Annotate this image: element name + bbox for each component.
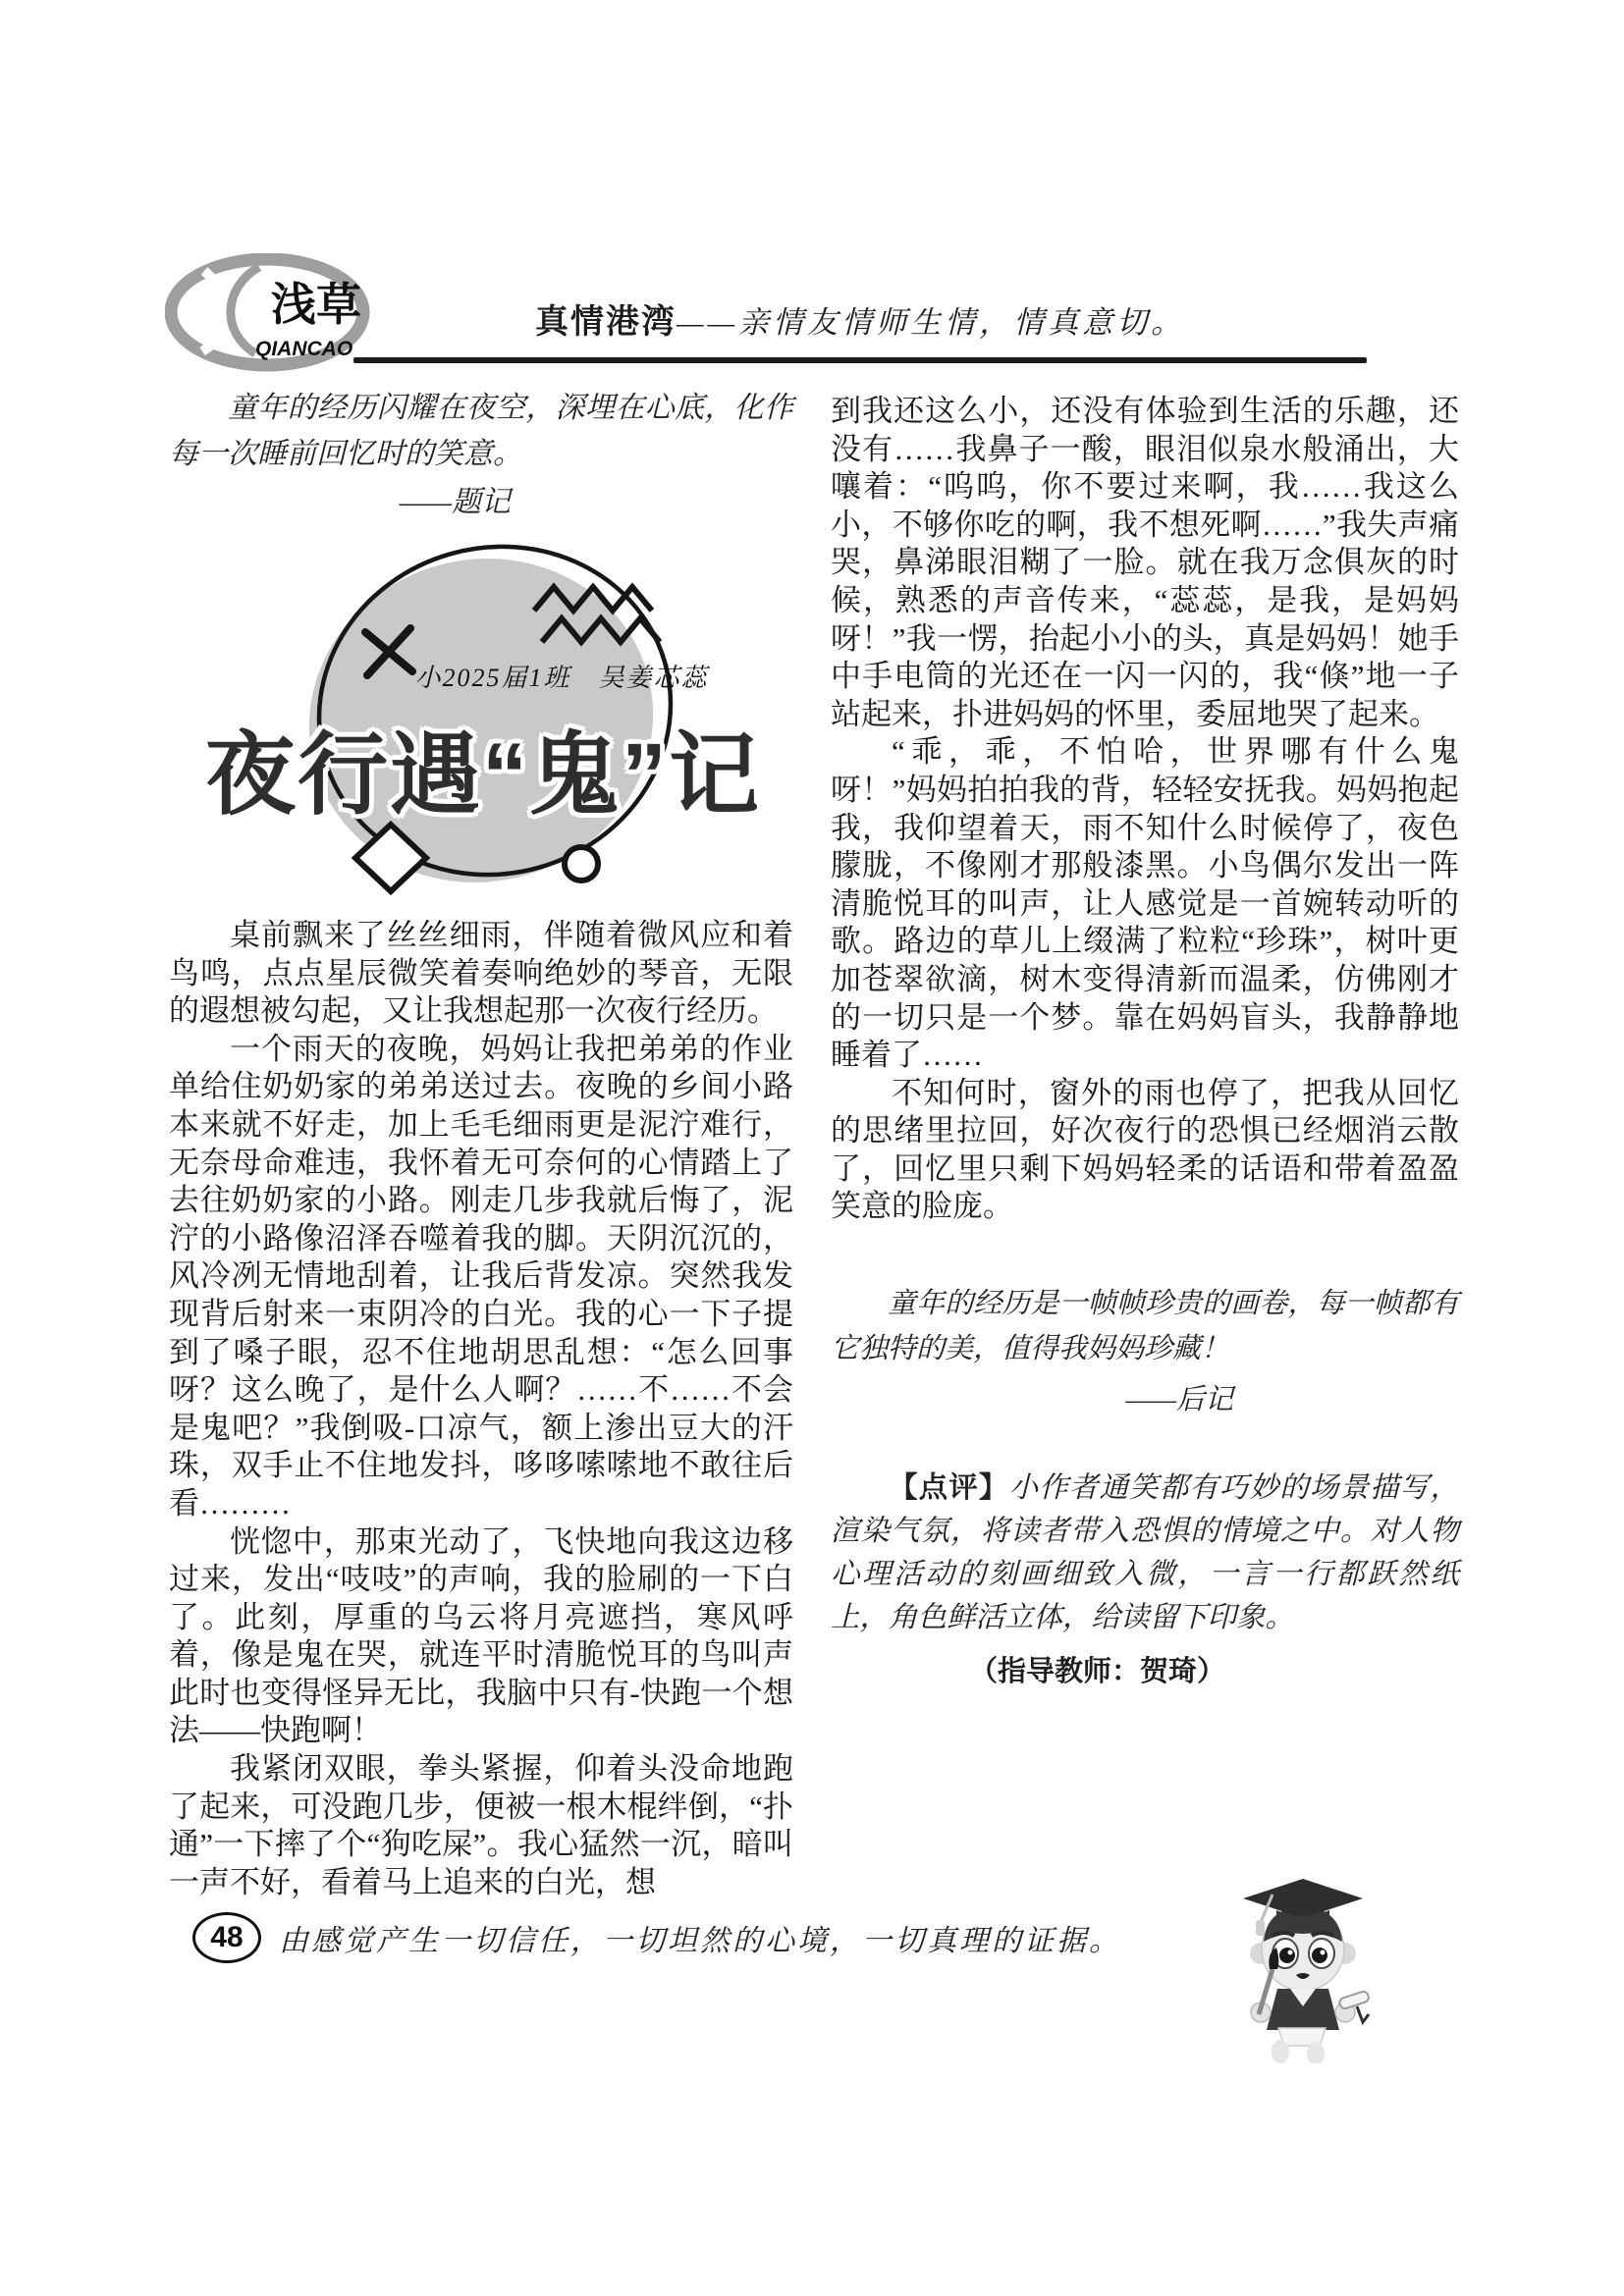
- article-title: 夜行遇“鬼”记: [204, 725, 761, 826]
- qiancao-logo: [165, 253, 393, 373]
- logo-swirl-icon: [165, 253, 393, 373]
- postscript-block: [831, 1281, 1459, 1417]
- mascot-icon: [1216, 1871, 1384, 2063]
- comment-body: 小作者通笑都有巧妙的场景描写，渲染气氛，将读者带入恐惧的情境之中。对人物心理活动的刻画细致入微，一言一行都跃然纸上，角色鲜活立体，给读留下印象。: [831, 1472, 1459, 1634]
- teacher-credit: （指导教师：贺琦）: [968, 1656, 1225, 1688]
- postscript-attribution: ——后记: [1125, 1384, 1233, 1416]
- paragraph: 桌前飘来了丝丝细雨，伴随着微风应和着鸟鸣，点点星辰微笑着奏响绝妙的琴音，无限的遐想被勾起，又让我想起那一次夜行经历。: [169, 918, 793, 1029]
- section-header: [535, 294, 1380, 343]
- comment-text: [831, 1467, 1459, 1639]
- paragraph: 一个雨天的夜晚，妈妈让我把弟弟的作业单给住奶奶家的弟弟送过去。夜晚的乡间小路本来就不好走，加上毛毛细雨更是泥泞难行，无奈母命难违，我怀着无可奈何的心情踏上了去往奶奶家的小路。刚走几步我就后悔了，泥泞的小路像沼泽吞噬着我的脚。天阴沉沉的，风冷冽无情地刮着，让我后背发凉。突然我发现背后射来一束阴冷的白光。我的心一下子提到了嗓子眼，忍不住地胡思乱想：“怎么回事呀？这么晚了，是什么人啊？……不……不会是鬼吧？”我倒吸-口凉气，额上渗出豆大的汗珠，双手止不住地发抖，哆哆嗦嗦地不敢往后看………: [169, 1031, 793, 1521]
- page-number-badge: [192, 1912, 261, 1963]
- comment-block: [831, 1467, 1459, 1689]
- page-number: 48: [210, 1921, 244, 1953]
- paragraph: “乖，乖，不怕哈，世界哪有什么鬼呀！”妈妈拍拍我的背，轻轻安抚我。妈妈抱起我，我仰望着天，雨不知什么时候停了，夜色朦胧，不像刚才那般漆黑。小鸟偶尔发出一阵清脆悦耳的叫声，让人感觉是一首婉转动听的歌。路边的草儿上缀满了粒粒“珍珠”，树叶更加苍翠欲滴，树木变得清新而温柔，仿佛刚才的一切只是一个梦。靠在妈妈盲头，我静静地睡着了……: [831, 734, 1459, 1073]
- paragraph: 到我还这么小，还没有体验到生活的乐趣，还没有……我鼻子一酸，眼泪似泉水般涌出，大嚷着：“呜呜，你不要过来啊，我……我这么小，不够你吃的啊，我不想死啊……”我失声痛哭，鼻涕眼泪糊了一脸。就在我万念俱灰的时候，熟悉的声音传来，“蕊蕊，是我，是妈妈呀！”我一愣，抬起小小的头，真是妈妈！她手中手电筒的光还在一闪一闪的，我“倏”地一子站起来，扑进妈妈的怀里，委屈地哭了起来。: [831, 394, 1459, 731]
- right-column: [831, 393, 1459, 1689]
- postscript-text: 童年的经历是一帧帧珍贵的画卷，每一帧都有它独特的美，值得我妈妈珍藏！: [831, 1288, 1459, 1365]
- header-divider: [353, 357, 1367, 363]
- byline: 小2025届1班 吴姜芯蕊: [414, 664, 709, 692]
- paragraph: 恍惚中，那束光动了，飞快地向我这边移过来，发出“吱吱”的声响，我的脸刷的一下白了。此刻，厚重的乌云将月亮遮挡，寒风呼着，像是鬼在哭，就连平时清脆悦耳的鸟叫声此时也变得怪异无比，我脑中只有-快跑一个想法——快跑啊！: [169, 1523, 793, 1748]
- scholar-baby-mascot: [1216, 1871, 1384, 2063]
- circle-icon: [565, 847, 598, 881]
- logo-en-text: QIANCAO: [255, 338, 353, 360]
- epigraph-attribution: ——题记: [399, 486, 511, 518]
- paragraph: 不知何时，窗外的雨也停了，把我从回忆的思绪里拉回，好次夜行的恐惧已经烟消云散了，回忆里只剩下妈妈轻柔的话语和带着盈盈笑意的脸庞。: [831, 1075, 1459, 1224]
- epigraph-text: 童年的经历闪耀在夜空，深埋在心底，化作每一次睡前回忆时的笑意。: [169, 392, 793, 470]
- logo-cn-text: 浅草: [271, 280, 361, 330]
- left-column: [169, 385, 793, 1901]
- title-graphic: [169, 538, 802, 899]
- section-name: 真情港湾: [535, 303, 677, 341]
- section-subtitle: ——亲情友情师生情，情真意切。: [677, 305, 1186, 340]
- comment-label: 【点评】: [889, 1471, 1009, 1505]
- paragraph: 我紧闭双眼，拳头紧握，仰着头没命地跑了起来，可没跑几步，便被一根木棍绊倒，“扑通”一下摔了个“狗吃屎”。我心猛然一沉，暗叫一声不好，看着马上追来的白光，想: [169, 1751, 793, 1899]
- footer-quote: 由感觉产生一切信任，一切坦然的心境，一切真理的证据。: [279, 1925, 1121, 1957]
